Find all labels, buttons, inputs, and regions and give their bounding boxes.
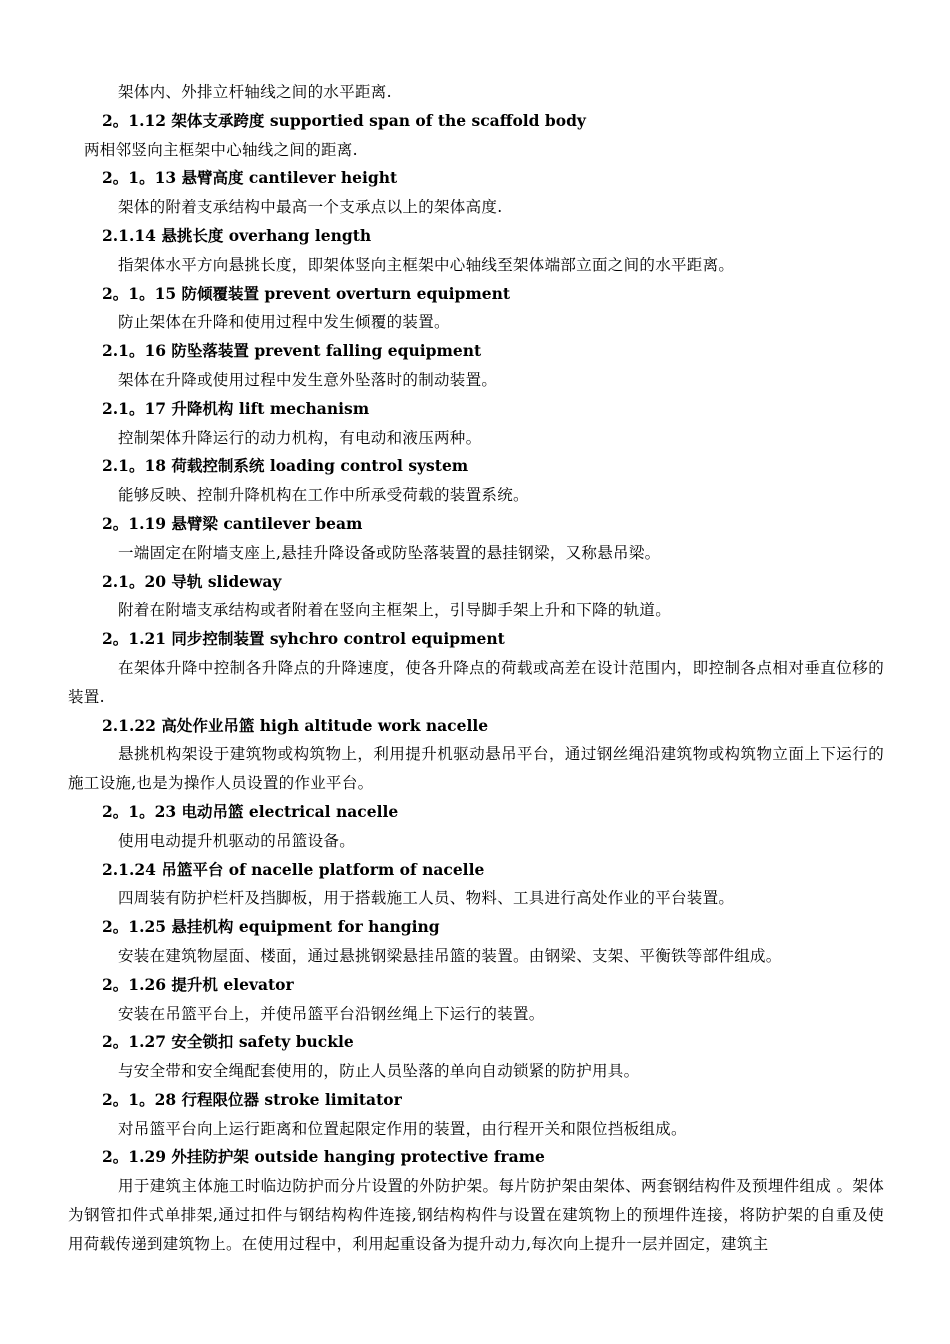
entry-heading: 2。1。28 行程限位器 stroke limitator [102,1089,402,1109]
entry-body: 架体的附着支承结构中最高一个支承点以上的架体高度. [118,198,503,217]
entry-heading: 2。1。15 防倾覆装置 prevent overturn equipment [102,283,511,303]
entry-body: 一端固定在附墙支座上,悬挂升降设备或防坠落装置的悬挂钢梁，又称悬吊梁。 [118,543,661,562]
entry-heading: 2。1。23 电动吊篮 electrical nacelle [102,801,399,821]
entry-body: 与安全带和安全绳配套使用的，防止人员坠落的单向自动锁紧的防护用具。 [118,1062,640,1081]
entry-body: 用于建筑主体施工时临边防护而分片设置的外防护架。每片防护架由架体、两套钢结构件及预埋件组成 。架体为钢管扣件式单排架,通过扣件与钢结构构件连接,钢结构构件与设置在建筑物上的预埋件连接，将防护架的自重及使用荷载传递到建筑物上。在使用过程中，利用起重设备为提升动力,每次向上提升一层并固定，建筑主 [68,1177,884,1253]
entry-body: 悬挑机构架设于建筑物或构筑物上，利用提升机驱动悬吊平台，通过钢丝绳沿建筑物或构筑物立面上下运行的施工设施,也是为操作人员设置的作业平台。 [68,745,884,793]
entry-heading: 2。1。13 悬臂高度 cantilever height [102,168,398,188]
entry-heading: 2。1.19 悬臂梁 cantilever beam [102,513,363,533]
entry-body: 两相邻竖向主框架中心轴线之间的距离. [84,140,358,159]
entry-body: 控制架体升降运行的动力机构，有电动和液压两种。 [118,428,482,447]
entry-heading: 2.1.22 高处作业吊篮 high altitude work nacelle [102,715,489,735]
entry-body: 对吊篮平台向上运行距离和位置起限定作用的装置，由行程开关和限位挡板组成。 [118,1119,687,1138]
entry-body: 防止架体在升降和使用过程中发生倾覆的装置。 [118,313,450,332]
entry-heading: 2。1.12 架体支承跨度 supportied span of the scaffold body [102,110,586,130]
entry-body: 能够反映、控制升降机构在工作中所承受荷载的装置系统。 [118,486,529,505]
intro-paragraph: 架体内、外排立杆轴线之间的水平距离. [118,83,392,101]
entry-body: 安装在吊篮平台上，并使吊篮平台沿钢丝绳上下运行的装置。 [118,1004,545,1023]
entry-heading: 2。1.26 提升机 elevator [102,974,294,994]
entry-heading: 2。1.27 安全锁扣 safety buckle [102,1032,354,1052]
entry-heading: 2.1。18 荷载控制系统 loading control system [102,456,469,476]
entry-heading: 2.1。16 防坠落装置 prevent falling equipment [102,341,482,361]
entry-body: 在架体升降中控制各升降点的升降速度，使各升降点的荷载或高差在设计范围内，即控制各点相对垂直位移的装置. [68,658,884,706]
entry-body: 四周装有防护栏杆及挡脚板，用于搭载施工人员、物料、工具进行高处作业的平台装置。 [118,889,735,908]
entry-heading: 2。1.21 同步控制装置 syhchro control equipment [102,629,505,649]
entry-heading: 2.1.14 悬挑长度 overhang length [102,225,372,245]
entry-body: 使用电动提升机驱动的吊篮设备。 [118,831,356,850]
entry-heading: 2.1。20 导轨 slideway [102,571,282,591]
entry-heading: 2.1。17 升降机构 lift mechanism [102,398,370,418]
entry-body: 安装在建筑物屋面、楼面，通过悬挑钢梁悬挂吊篮的装置。由钢梁、支架、平衡铁等部件组成。 [118,946,782,965]
entry-body: 架体在升降或使用过程中发生意外坠落时的制动装置。 [118,370,498,389]
entry-heading: 2.1.24 吊篮平台 of nacelle platform of nacelle [102,859,485,879]
entry-body: 附着在附墙支承结构或者附着在竖向主框架上，引导脚手架上升和下降的轨道。 [118,601,672,620]
document-content [68,78,884,1259]
entry-heading: 2。1.25 悬挂机构 equipment for hanging [102,917,440,937]
entry-body: 指架体水平方向悬挑长度，即架体竖向主框架中心轴线至架体端部立面之间的水平距离。 [118,255,735,274]
entry-heading: 2。1.29 外挂防护架 outside hanging protective frame [102,1147,545,1167]
